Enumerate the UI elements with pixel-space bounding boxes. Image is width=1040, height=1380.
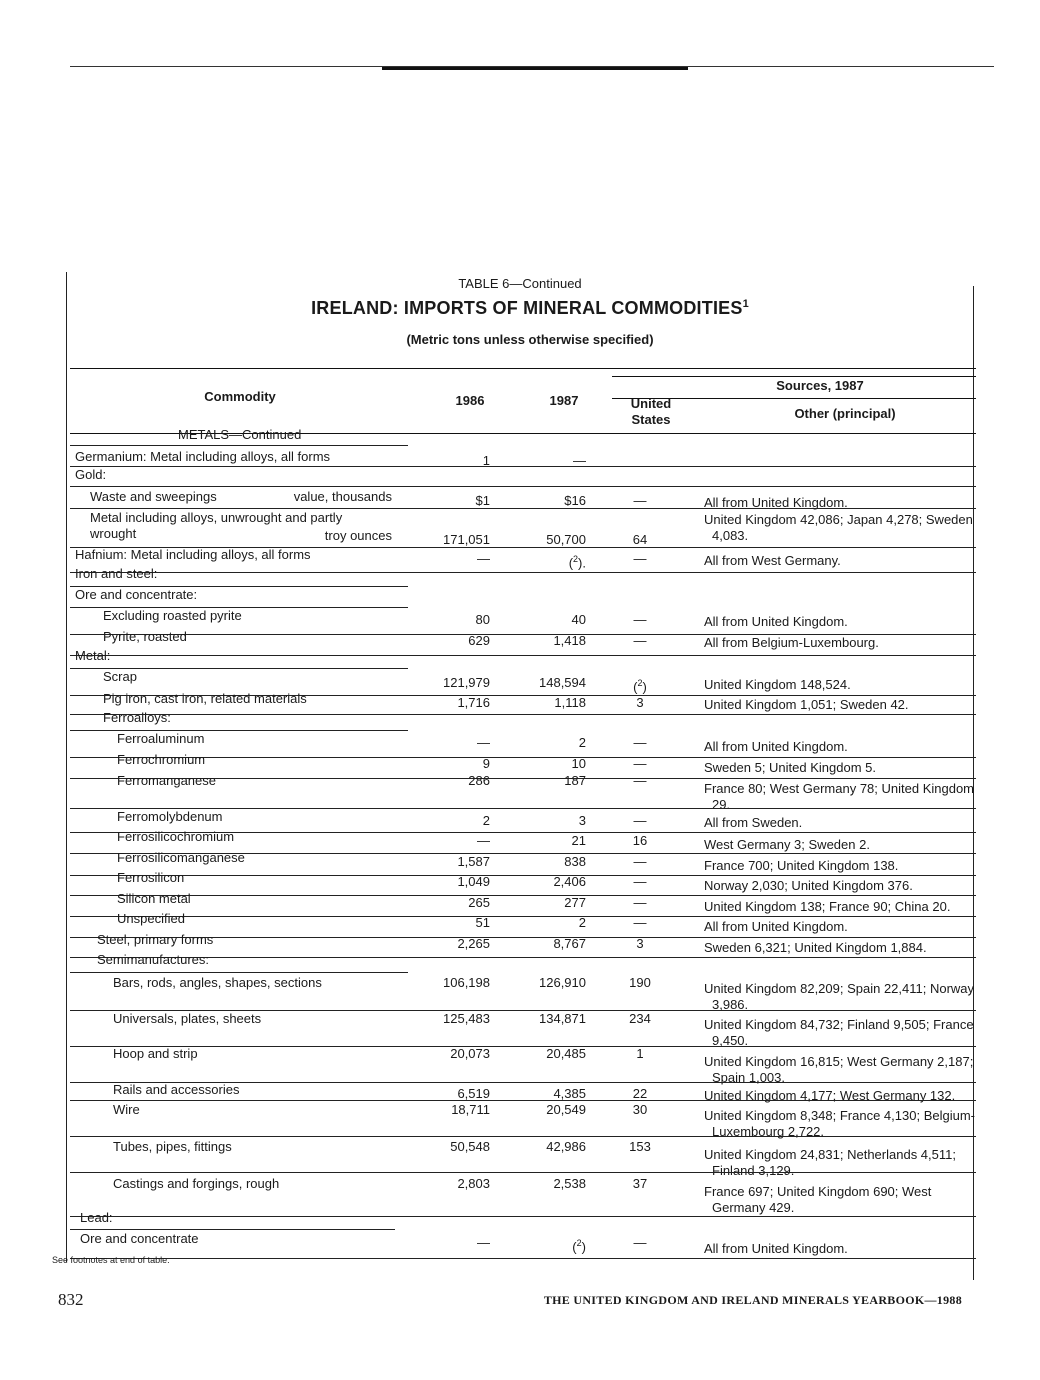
value-1987-cell: 126,910 — [539, 975, 586, 990]
running-head: THE UNITED KINGDOM AND IRELAND MINERALS YEARBOOK—1988 — [543, 1293, 962, 1307]
other-sources-cell: United Kingdom 24,831; Netherlands 4,511; Finland 3,129. — [704, 1147, 956, 1178]
value-1986-cell: 6,519 — [457, 1086, 490, 1101]
commodity-cell: Ore and concentrate — [80, 1231, 199, 1246]
value-us-cell: — — [633, 1235, 647, 1250]
page-number: 832 — [58, 1290, 84, 1309]
table-label: TABLE 6—Continued — [458, 276, 582, 291]
value-1987-cell: 1,118 — [554, 695, 586, 710]
other-sources-cell: All from Sweden. — [704, 815, 803, 830]
commodity-cell: Unspecified — [117, 911, 185, 926]
value-us-cell: — — [633, 915, 647, 930]
other-sources-cell: United Kingdom 138; France 90; China 20. — [704, 899, 951, 914]
footnote: See footnotes at end of table. — [52, 1255, 170, 1265]
commodity-cell: Rails and accessories — [113, 1082, 240, 1097]
value-1987-cell: 838 — [564, 854, 586, 869]
value-1987-cell: 2 — [578, 915, 586, 930]
other-sources-cell: All from United Kingdom. — [704, 614, 848, 629]
value-1987-cell: 277 — [564, 895, 586, 910]
value-1987-cell: ($^2$). — [568, 554, 586, 571]
value-us-cell: — — [633, 735, 647, 750]
value-1987-cell: 40 — [571, 612, 586, 627]
value-1986-cell: 1,587 — [457, 854, 490, 869]
value-1987-cell: — — [573, 453, 586, 468]
commodity-cell: Ferroaluminum — [117, 731, 205, 746]
value-1986-cell: 1 — [482, 453, 490, 468]
value-1987-cell: 20,485 — [546, 1046, 586, 1061]
commodity-cell: Steel, primary forms — [97, 932, 214, 947]
value-us-cell: 153 — [629, 1139, 651, 1154]
commodity-cell: Ferrosilicomanganese — [117, 850, 245, 865]
row-rule — [70, 1229, 395, 1230]
other-sources-cell: United Kingdom 148,524. — [704, 677, 851, 692]
commodity-cell: Pyrite, roasted — [103, 629, 187, 644]
value-1987-cell: 4,385 — [553, 1086, 586, 1101]
other-sources-cell: United Kingdom 84,732; Finland 9,505; France 9,450. — [704, 1017, 974, 1048]
commodity-cell: Ferromanganese — [117, 773, 216, 788]
commodity-cell: Scrap — [103, 669, 137, 684]
value-us-cell: 16 — [632, 833, 648, 848]
header-1987: 1987 — [549, 393, 579, 408]
row-rule — [70, 508, 976, 509]
other-sources-cell: United Kingdom 1,051; Sweden 42. — [704, 697, 909, 712]
commodity-cell: Metal: — [75, 648, 111, 663]
value-us-cell: 1 — [636, 1046, 644, 1061]
commodity-cell: Metal including alloys, unwrought and partly wrought — [90, 510, 343, 541]
commodity-cell: Universals, plates, sheets — [113, 1011, 262, 1026]
value-1986-cell: — — [477, 833, 490, 848]
value-1987-cell: ($^2$) — [572, 1238, 586, 1255]
value-1986-cell: 2,803 — [457, 1176, 490, 1191]
commodity-cell: Ore and concentrate: — [75, 587, 198, 602]
value-us-cell: 3 — [636, 936, 644, 951]
value-1986-cell: — — [477, 735, 490, 750]
table-title-text: IRELAND: IMPORTS OF MINERAL COMMODITIES — [311, 298, 743, 318]
commodity-cell: Castings and forgings, rough — [113, 1176, 280, 1191]
other-sources-cell: Sweden 6,321; United Kingdom 1,884. — [704, 940, 927, 955]
value-1986-cell: 51 — [475, 915, 490, 930]
commodity-cell: Iron and steel: — [75, 566, 158, 581]
other-sources-cell: Norway 2,030; United Kingdom 376. — [704, 878, 913, 893]
commodity-cell: METALS—Continued — [178, 427, 302, 442]
value-1986-cell: 9 — [482, 756, 490, 771]
value-1986-cell: 125,483 — [443, 1011, 490, 1026]
value-us-cell: 64 — [632, 532, 648, 547]
commodity-cell: Ferroalloys: — [103, 710, 171, 725]
commodity-cell: Wire — [113, 1102, 140, 1117]
row-rule — [70, 1258, 976, 1259]
other-sources-cell: All from United Kingdom. — [704, 739, 848, 754]
value-1986-cell: 18,711 — [451, 1102, 490, 1117]
value-1986-cell: 1,049 — [457, 874, 490, 889]
other-sources-cell: West Germany 3; Sweden 2. — [704, 837, 870, 852]
value-1987-cell: 10 — [571, 756, 586, 771]
other-sources-cell: United Kingdom 16,815; West Germany 2,187; Spain 1,003. — [704, 1054, 974, 1085]
value-us-cell: — — [633, 854, 647, 869]
value-us-cell: ($^2$) — [633, 678, 647, 695]
unit-cell: value, thousands — [293, 489, 392, 504]
value-1986-cell: $1 — [475, 493, 490, 508]
value-us-cell: 234 — [629, 1011, 651, 1026]
value-1987-cell: 1,418 — [553, 633, 586, 648]
value-1987-cell: 21 — [571, 833, 586, 848]
value-us-cell: 30 — [632, 1102, 648, 1117]
commodity-cell: Ferrosilicon — [117, 870, 185, 885]
commodity-cell: Ferrosilicochromium — [117, 829, 235, 844]
other-sources-cell: All from West Germany. — [704, 553, 841, 568]
value-1986-cell: — — [477, 551, 490, 566]
commodity-cell: Germanium: Metal including alloys, all forms — [75, 449, 331, 464]
value-1986-cell: 121,979 — [443, 675, 490, 690]
header-other-principal: Other (principal) — [794, 406, 896, 421]
row-rule — [70, 1172, 976, 1173]
commodity-cell: Hafnium: Metal including alloys, all forms — [75, 547, 311, 562]
value-1986-cell: 286 — [468, 773, 490, 788]
value-1987-cell: 187 — [564, 773, 586, 788]
other-sources-cell: United Kingdom 82,209; Spain 22,411; Norway 3,986. — [704, 981, 975, 1012]
value-us-cell: — — [633, 551, 647, 566]
commodity-cell: Gold: — [75, 467, 107, 482]
value-1986-cell: — — [477, 1235, 490, 1250]
row-rule — [70, 445, 408, 446]
other-sources-cell: United Kingdom 42,086; Japan 4,278; Sweden 4,083. — [704, 512, 973, 543]
value-1987-cell: 2,406 — [553, 874, 586, 889]
value-1986-cell: 171,051 — [443, 532, 490, 547]
value-1987-cell: 134,871 — [539, 1011, 586, 1026]
row-rule — [70, 972, 408, 973]
other-sources-cell: France 80; West Germany 78; United Kingdom 29. — [704, 781, 974, 812]
header-united-states-line1: United — [630, 396, 672, 411]
value-1987-cell: 3 — [578, 813, 586, 828]
value-1987-cell: $16 — [564, 493, 586, 508]
value-1986-cell: 265 — [468, 895, 490, 910]
commodity-cell: Excluding roasted pyrite — [103, 608, 242, 623]
unit-cell: troy ounces — [324, 528, 392, 543]
row-rule — [70, 486, 976, 487]
value-1986-cell: 1,716 — [457, 695, 490, 710]
value-us-cell: — — [633, 493, 647, 508]
value-us-cell: 190 — [629, 975, 651, 990]
value-us-cell: 22 — [632, 1086, 648, 1101]
value-1987-cell: 42,986 — [546, 1139, 586, 1154]
commodity-cell: Pig iron, cast iron, related materials — [103, 691, 307, 706]
other-sources-cell: United Kingdom 4,177; West Germany 132. — [704, 1088, 956, 1103]
commodity-cell: Ferromolybdenum — [117, 809, 223, 824]
other-sources-cell: All from United Kingdom. — [704, 919, 848, 934]
value-us-cell: — — [633, 773, 647, 788]
value-1987-cell: 50,700 — [546, 532, 586, 547]
value-1986-cell: 629 — [468, 633, 490, 648]
commodity-cell: Hoop and strip — [113, 1046, 198, 1061]
value-us-cell: 37 — [632, 1176, 648, 1191]
row-rule — [70, 1100, 976, 1101]
table-subtitle: (Metric tons unless otherwise specified) — [406, 332, 654, 347]
commodity-cell: Waste and sweepings — [90, 489, 217, 504]
header-sources-1987: Sources, 1987 — [776, 378, 864, 393]
other-sources-cell: France 697; United Kingdom 690; West Germany 429. — [704, 1184, 932, 1215]
value-1986-cell: 2 — [482, 813, 490, 828]
header-united-states-line2: States — [631, 412, 671, 427]
value-1987-cell: 148,594 — [539, 675, 586, 690]
value-1986-cell: 80 — [475, 612, 490, 627]
value-us-cell: — — [633, 756, 647, 771]
value-us-cell: 3 — [636, 695, 644, 710]
header-1986: 1986 — [455, 393, 485, 408]
value-1986-cell: 106,198 — [443, 975, 490, 990]
other-sources-cell: All from United Kingdom. — [704, 1241, 848, 1256]
commodity-cell: Silicon metal — [117, 891, 191, 906]
value-us-cell: — — [633, 874, 647, 889]
commodity-cell: Tubes, pipes, fittings — [113, 1139, 232, 1154]
value-1986-cell: 20,073 — [450, 1046, 490, 1061]
other-sources-cell: All from Belgium-Luxembourg. — [704, 635, 879, 650]
other-sources-cell: Sweden 5; United Kingdom 5. — [704, 760, 876, 775]
title-footnote-marker: 1 — [742, 298, 749, 310]
commodity-cell: Semimanufactures: — [97, 952, 209, 967]
other-sources-cell: United Kingdom 8,348; France 4,130; Belgium-Luxembourg 2,722. — [704, 1108, 975, 1139]
commodity-cell: Bars, rods, angles, shapes, sections — [113, 975, 322, 990]
header-commodity: Commodity — [204, 389, 276, 404]
value-1986-cell: 2,265 — [457, 936, 490, 951]
other-sources-cell: France 700; United Kingdom 138. — [704, 858, 899, 873]
value-1986-cell: 50,548 — [450, 1139, 490, 1154]
value-us-cell: — — [633, 633, 647, 648]
commodity-cell: Lead: — [80, 1210, 113, 1225]
value-1987-cell: 2,538 — [553, 1176, 586, 1191]
commodity-cell: Ferrochromium — [117, 752, 206, 767]
value-1987-cell: 2 — [578, 735, 586, 750]
value-us-cell: — — [633, 895, 647, 910]
value-1987-cell: 20,549 — [546, 1102, 586, 1117]
value-1987-cell: 8,767 — [553, 936, 586, 951]
row-rule — [70, 1136, 976, 1137]
value-us-cell: — — [633, 612, 647, 627]
other-sources-cell: All from United Kingdom. — [704, 495, 848, 510]
value-us-cell: — — [633, 813, 647, 828]
